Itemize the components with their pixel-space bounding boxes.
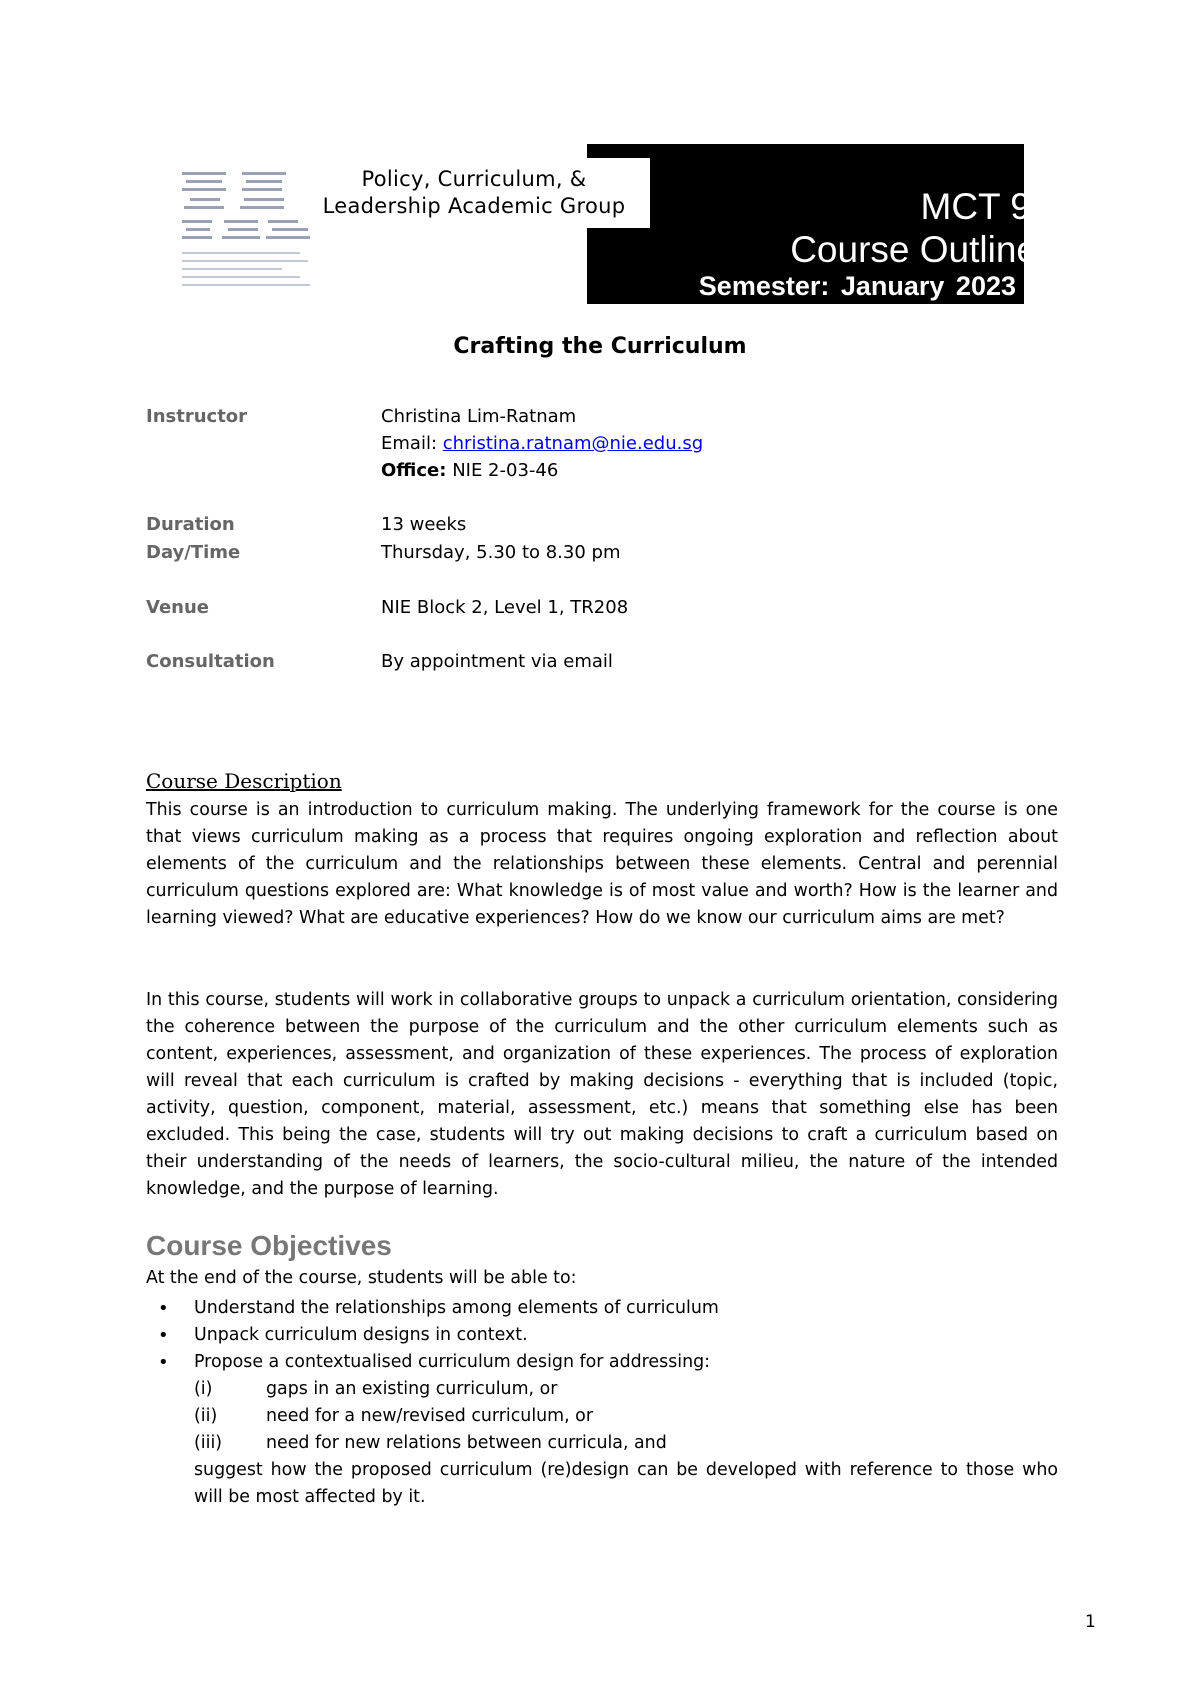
page-number: 1	[1085, 1612, 1096, 1632]
objectives-suggest: suggest how the proposed curriculum (re)design can be developed with reference to those who will be most affected by it.	[194, 1460, 1058, 1507]
sub-item-text: need for a new/revised curriculum, or	[266, 1406, 593, 1426]
objectives-list	[146, 1295, 1058, 1511]
sub-item	[194, 1430, 1058, 1457]
instructor-name: Christina Lim-Ratnam	[381, 406, 577, 427]
description-paragraph-1: This course is an introduction to curriculum making. The underlying framework for the course is one that views curriculum making as a process that requires ongoing exploration and reflection about elements of the curriculum and the relationships between these elements. Central and perennial curriculum questions explored are: What knowledge is of most value and worth? How is the learner and learning viewed? What are educative experiences? How do we know our curriculum aims are met?	[146, 800, 1058, 928]
document-title: Crafting the Curriculum	[453, 334, 747, 359]
daytime-value: Thursday, 5.30 to 8.30 pm	[381, 542, 621, 563]
academic-group-box	[298, 158, 650, 228]
sub-item	[194, 1376, 1058, 1403]
email-link[interactable]: christina.ratnam@nie.edu.sg	[442, 433, 704, 454]
daytime-label: Day/Time	[146, 542, 241, 563]
venue-value: NIE Block 2, Level 1, TR208	[381, 597, 629, 618]
sub-item-number: (iii)	[194, 1433, 223, 1453]
course-code: MCT 902	[920, 186, 1072, 227]
email-label: Email:	[381, 433, 438, 454]
academic-group-line2: Leadership Academic Group	[322, 194, 626, 218]
list-item: • Unpack curriculum designs in context.	[146, 1322, 1058, 1349]
office-value: NIE 2-03-46	[452, 460, 559, 481]
course-objectives-heading: Course Objectives	[146, 1230, 392, 1261]
venue-label: Venue	[146, 597, 209, 618]
office-row	[381, 460, 558, 481]
consultation-value: By appointment via email	[381, 651, 613, 672]
consultation-label: Consultation	[146, 651, 275, 672]
description-paragraph-2: In this course, students will work in collaborative groups to unpack a curriculum orientation, considering the coherence between the purpose of the curriculum and the other curriculum elements such as content, experiences, assessment, and organization of these experiences. The process of exploration will reveal that each curriculum is crafted by making decisions - everything that is included (topic, activity, question, component, material, assessment, etc.) means that something else has been excluded. This being the case, students will try out making decisions to craft a curriculum based on their understanding of the needs of learners, the socio-cultural milieu, the nature of the intended knowledge, and the purpose of learning.	[146, 990, 1058, 1199]
list-item: • Understand the relationships among elements of curriculum	[146, 1295, 1058, 1322]
sub-item-number: (ii)	[194, 1406, 218, 1426]
sub-item	[194, 1403, 1058, 1430]
office-label: Office:	[381, 460, 447, 481]
duration-value: 13 weeks	[381, 514, 467, 535]
instructor-label: Instructor	[146, 406, 248, 427]
email-row	[381, 433, 703, 454]
sub-item-text: gaps in an existing curriculum, or	[266, 1379, 558, 1399]
sub-list	[146, 1376, 1058, 1457]
course-outline-title: Course Outline	[790, 229, 1037, 270]
course-description-heading: Course Description	[146, 769, 342, 793]
academic-group-line1: Policy, Curriculum, &	[361, 167, 587, 191]
sub-item-text: need for new relations between curricula, and	[266, 1433, 667, 1453]
duration-label: Duration	[146, 514, 235, 535]
sub-item-number: (i)	[194, 1379, 213, 1399]
list-item-text: Propose a contextualised curriculum design for addressing:	[194, 1352, 711, 1372]
list-item	[146, 1349, 1058, 1376]
objectives-intro: At the end of the course, students will be able to:	[146, 1268, 577, 1288]
semester: Semester: January 2023	[698, 271, 1016, 301]
